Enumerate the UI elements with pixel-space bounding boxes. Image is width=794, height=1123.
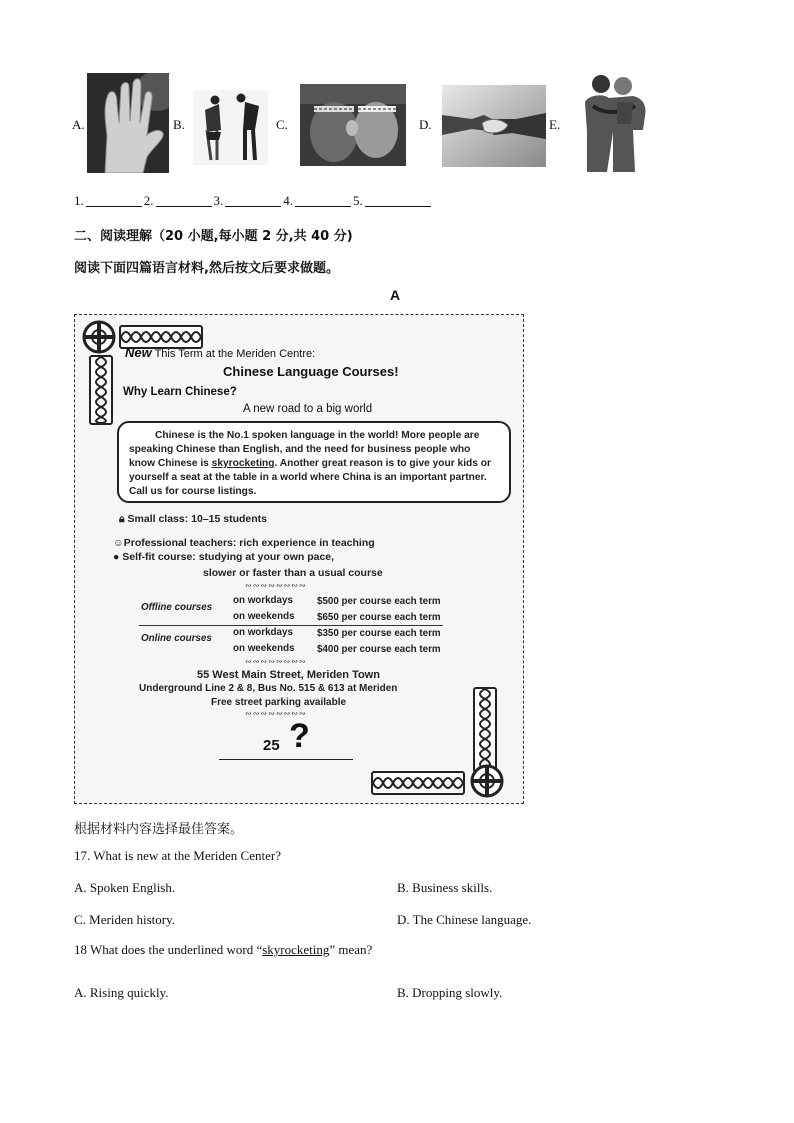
celtic-knot-icon (81, 319, 117, 355)
ad-parking: Free street parking available (211, 697, 347, 708)
ad-transport: Underground Line 2 & 8, Bus No. 515 & 613 at Meriden (139, 683, 398, 694)
question-18-underlined-word: skyrocketing (262, 942, 330, 957)
knot-band-left (89, 355, 113, 425)
ad-new-line (125, 345, 315, 360)
ad-box-underlined-word: skyrocketing (211, 458, 275, 469)
knot-band-right (473, 687, 497, 773)
pricing-offline-workdays-price: $500 per course each term (317, 596, 441, 607)
pricing-divider (139, 625, 443, 626)
question-17-option-b[interactable]: B. Business skills. (397, 880, 493, 895)
ad-address: 55 West Main Street, Meriden Town (197, 669, 380, 681)
people-bowing-icon (193, 90, 268, 165)
ornament-divider-3: ∾∾∾∾∾∾∾∾ (245, 709, 307, 718)
smile-icon: ☺ (113, 537, 124, 549)
passage-label: A (390, 287, 401, 303)
answer-line-25 (219, 759, 353, 760)
blank-number-2: 2. (143, 193, 154, 208)
feature-self-fit: ● Self-fit course: studying at your own pace, (113, 551, 335, 563)
reading-instruction: 阅读下面四篇语言材料,然后按文后要求做题。 (74, 261, 339, 276)
picture-label-c: C. (276, 117, 288, 132)
pricing-type-online: Online courses (141, 633, 212, 644)
ad-box-text-pre: Chinese is the No.1 spoken language in the world! More people are speaking Chinese than English, and the need for business people who know Chinese is (129, 430, 480, 469)
question-17-option-a[interactable]: A. Spoken English. (74, 880, 176, 895)
raised-palm-hand-icon (87, 73, 169, 173)
picture-label-a: A. (72, 117, 85, 132)
feature-self-fit-continued: slower or faster than a usual course (203, 567, 383, 579)
pricing-type-offline: Offline courses (141, 602, 213, 613)
question-17-option-c[interactable]: C. Meriden history. (74, 912, 175, 927)
pricing-online-workdays-price: $350 per course each term (317, 628, 441, 639)
pricing-offline-workdays-when: on workdays (233, 595, 293, 606)
question-18-option-b[interactable]: B. Dropping slowly. (397, 985, 503, 1000)
ad-why-heading: Why Learn Chinese? (123, 386, 237, 398)
nose-rubbing-greeting-icon (300, 84, 406, 166)
lock-icon: 🔒︎ (119, 513, 125, 525)
course-advertisement (74, 314, 524, 804)
ad-tagline: A new road to a big world (243, 403, 373, 415)
handshake-icon (442, 85, 546, 167)
question-18-stem: 18 What does the underlined word “skyrocketing” mean? (74, 942, 373, 957)
ornament-divider-1: ∾∾∾∾∾∾∾∾ (245, 581, 307, 590)
celtic-knot-icon (469, 763, 505, 799)
blank-number-4: 4. (283, 193, 293, 208)
pricing-online-weekends-price: $400 per course each term (317, 644, 441, 655)
answer-blank-5[interactable] (365, 194, 431, 207)
bullet-dot-icon: ● (113, 551, 120, 563)
feature-small-class: 🔒︎ Small class: 10–15 students (119, 513, 268, 525)
blank-number-1: 1. (74, 193, 84, 208)
answer-blank-2[interactable] (156, 194, 212, 207)
question-17-stem: 17. What is new at the Meriden Center? (74, 848, 281, 863)
answer-blank-4[interactable] (295, 194, 351, 207)
picture-label-b: B. (173, 117, 185, 132)
pricing-online-weekends-when: on weekends (233, 643, 295, 654)
picture-label-d: D. (419, 117, 432, 132)
answer-blanks (74, 193, 433, 209)
ad-title: Chinese Language Courses! (223, 364, 399, 379)
ornament-divider-2: ∾∾∾∾∾∾∾∾ (245, 657, 307, 666)
question-17-option-d[interactable]: D. The Chinese language. (397, 912, 532, 927)
question-direction: 根据材料内容选择最佳答案。 (74, 822, 244, 837)
knot-band-bottom (371, 771, 465, 795)
hugging-people-icon (573, 72, 653, 172)
blank-number-3: 3. (213, 193, 224, 208)
pricing-offline-weekends-when: on weekends (233, 611, 295, 622)
section-title: 二、阅读理解（20 小题,每小题 2 分,共 40 分) (74, 229, 353, 244)
answer-blank-3[interactable] (225, 194, 281, 207)
pricing-online-workdays-when: on workdays (233, 627, 293, 638)
ad-description-box (117, 421, 511, 503)
feature-teachers: ☺Professional teachers: rich experience in teaching (113, 537, 375, 549)
question-18-option-a[interactable]: A. Rising quickly. (74, 985, 169, 1000)
ad-new-rest: This Term at the Meriden Centre: (151, 348, 316, 360)
pricing-offline-weekends-price: $650 per course each term (317, 612, 441, 623)
ad-new-word: New (125, 345, 152, 360)
answer-blank-1[interactable] (86, 194, 142, 207)
blank-number-25: 25 (263, 737, 280, 754)
blank-number-5: 5. (353, 193, 363, 208)
question-mark-icon: ? (289, 717, 310, 755)
ad-box-text-post: . Another great reason is to give your kids or yourself a seat at the table in a world where China is an important partner. Call us for course listings. (129, 458, 491, 497)
picture-label-e: E. (549, 117, 561, 132)
